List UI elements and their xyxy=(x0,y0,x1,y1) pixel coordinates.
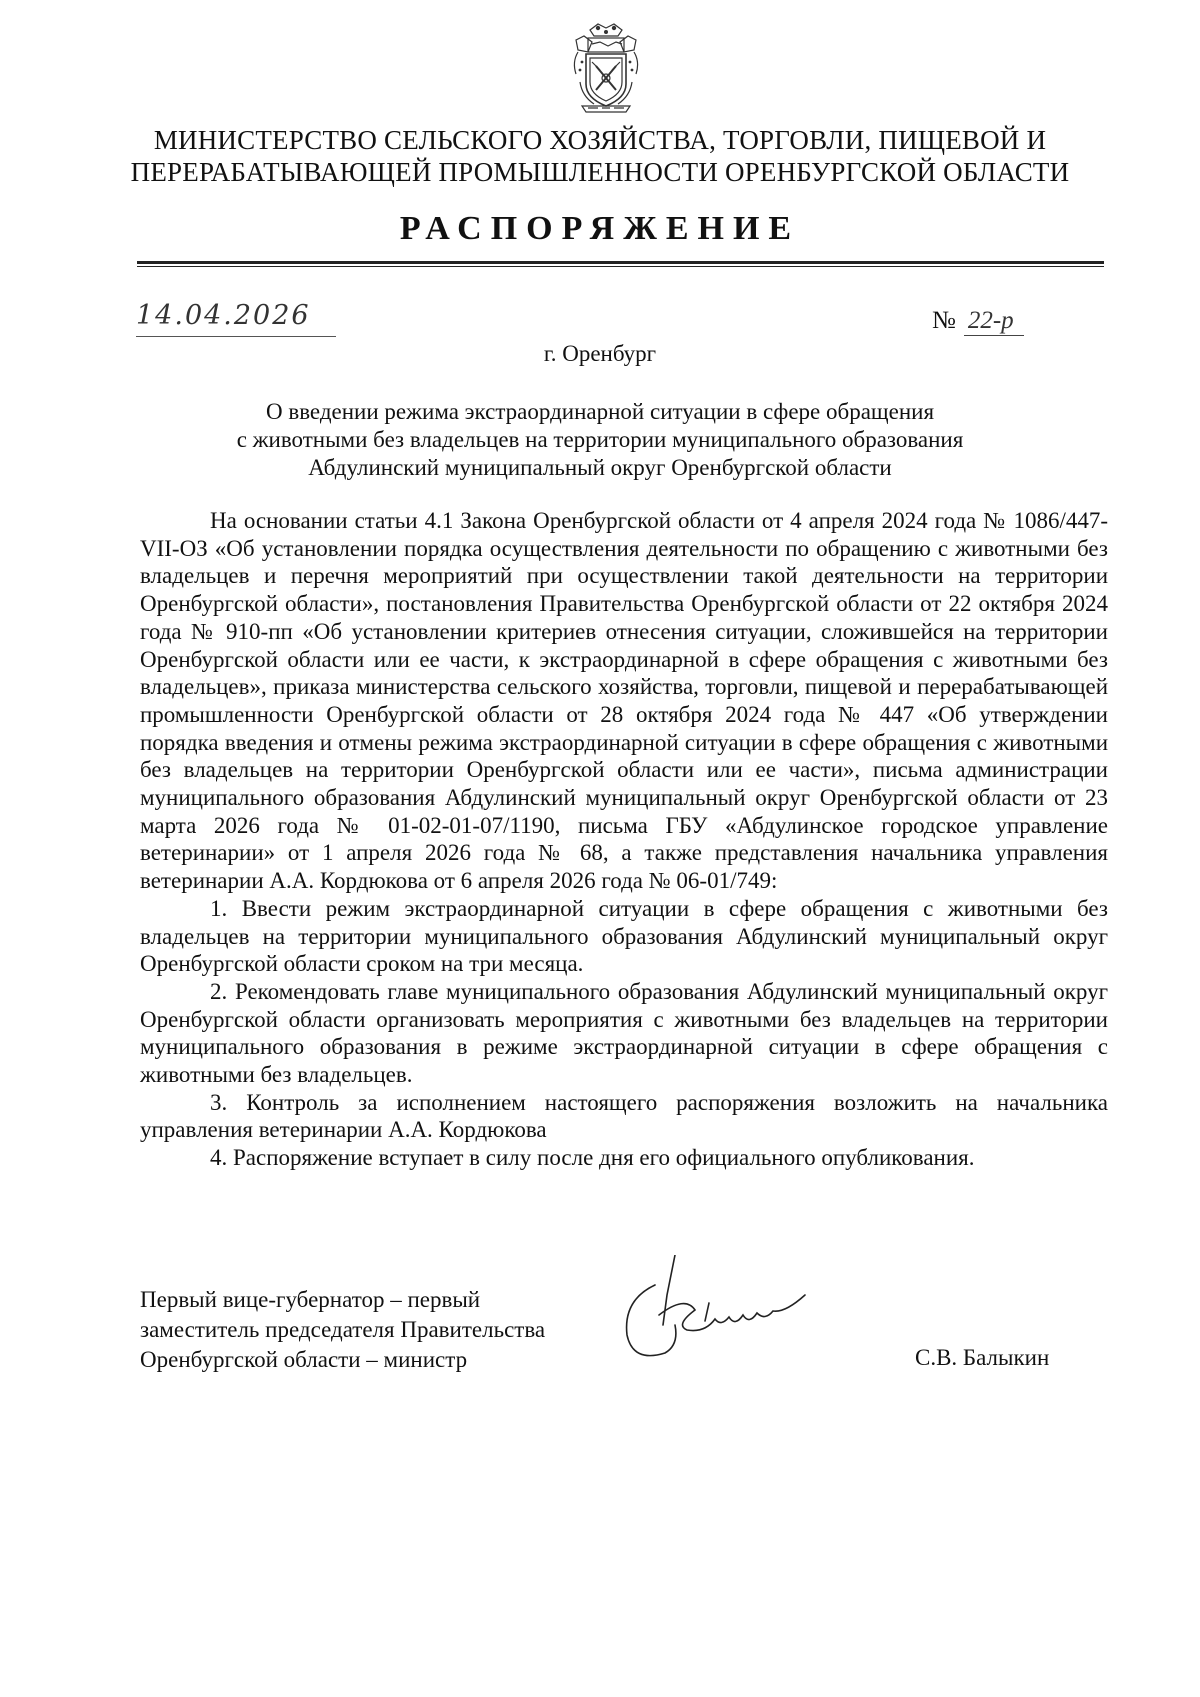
document-title-line2: с животными без владельцев на территории муниципального образования xyxy=(236,427,964,452)
list-item xyxy=(140,895,1108,978)
preamble-paragraph: На основании статьи 4.1 Закона Оренбургской области от 4 апреля 2024 года № 1086/447-VII-ОЗ «Об установлении порядка осуществления деятельности по обращению с животными без владельцев и перечня мероприятий при осуществлении такой деятельности на территории Оренбургской области», постановления Правительства Оренбургской области от 22 октября 2024 года № 910-пп «Об установлении критериев отнесения ситуации, сложившейся на территории Оренбургской области или ее части, к экстраординарной в сфере обращения с животными без владельцев», приказа министерства сельского хозяйства, торговли, пищевой и перерабатывающей промышленности Оренбургской области от 28 октября 2024 года № 447 «Об утверждении порядка введения и отмены режима экстраординарной ситуации в сфере обращения с животными без владельцев на территории Оренбургской области или ее части», письма администрации муниципального образования Абдулинский муниципальный округ Оренбургской области от 23 марта 2026 года № 01-02-01-07/1190, письма ГБУ «Абдулинское городское управление ветеринарии» от 1 апреля 2026 года № 68, а также представления начальника управления ветеринарии А.А. Кордюкова от 6 апреля 2026 года № 06-01/749: xyxy=(140,508,1108,894)
signer-position xyxy=(140,1285,620,1375)
item-number: 4. xyxy=(210,1145,228,1171)
signer-position-line1: Первый вице-губернатор – первый xyxy=(140,1287,481,1312)
number-sign: № xyxy=(932,307,956,334)
ministry-name-line2: ПЕРЕРАБАТЫВАЮЩЕЙ ПРОМЫШЛЕННОСТИ ОРЕНБУРГСКОЙ ОБЛАСТИ xyxy=(130,157,1070,187)
item-text: Ввести режим экстраординарной ситуации в сфере обращения с животными без владельцев на территории муниципального образования Абдулинский муниципальный округ Оренбургской области сроком на три месяца. xyxy=(140,895,1109,977)
item-number: 1. xyxy=(210,895,228,921)
date-underline xyxy=(136,336,336,337)
handwritten-signature xyxy=(615,1255,845,1370)
list-item xyxy=(140,978,1108,1089)
document-number xyxy=(932,307,1024,336)
signer-name: С.В. Балыкин xyxy=(915,1345,1050,1370)
document-date: 14.04.2026 xyxy=(136,300,311,331)
city-line: г. Оренбург xyxy=(543,341,657,366)
document-type-heading: РАСПОРЯЖЕНИЕ xyxy=(399,210,801,247)
list-item xyxy=(140,1144,1108,1172)
list-item xyxy=(140,1089,1108,1144)
signer-position-line3: Оренбургской области – министр xyxy=(140,1347,468,1372)
document-body xyxy=(140,507,1108,1172)
item-text: Рекомендовать главе муниципального образования Абдулинский муниципальный округ Оренбургской области организовать мероприятия с животными без владельцев на территории муниципального образования в режиме экстраординарной ситуации в сфере обращения с животными без владельцев. xyxy=(140,978,1109,1088)
header-divider-thick xyxy=(137,261,1104,264)
document-title-line3: Абдулинский муниципальный округ Оренбургской области xyxy=(308,455,892,480)
ministry-name-line1: МИНИСТЕРСТВО СЕЛЬСКОГО ХОЗЯЙСТВА, ТОРГОВЛИ, ПИЩЕВОЙ И xyxy=(153,125,1047,155)
item-text: Контроль за исполнением настоящего распоряжения возложить на начальника управления ветеринарии А.А. Кордюкова xyxy=(140,1089,1108,1143)
header-divider-thin xyxy=(137,266,1104,267)
coat-of-arms-icon xyxy=(568,22,644,114)
document-title-line1: О введении режима экстраординарной ситуации в сфере обращения xyxy=(265,399,935,424)
item-number: 3. xyxy=(210,1089,228,1115)
item-text: Распоряжение вступает в силу после дня его официального опубликования. xyxy=(233,1145,975,1171)
signer-position-line2: заместитель председателя Правительства xyxy=(140,1317,546,1342)
number-value: 22-р xyxy=(964,307,1024,336)
item-number: 2. xyxy=(210,978,228,1004)
